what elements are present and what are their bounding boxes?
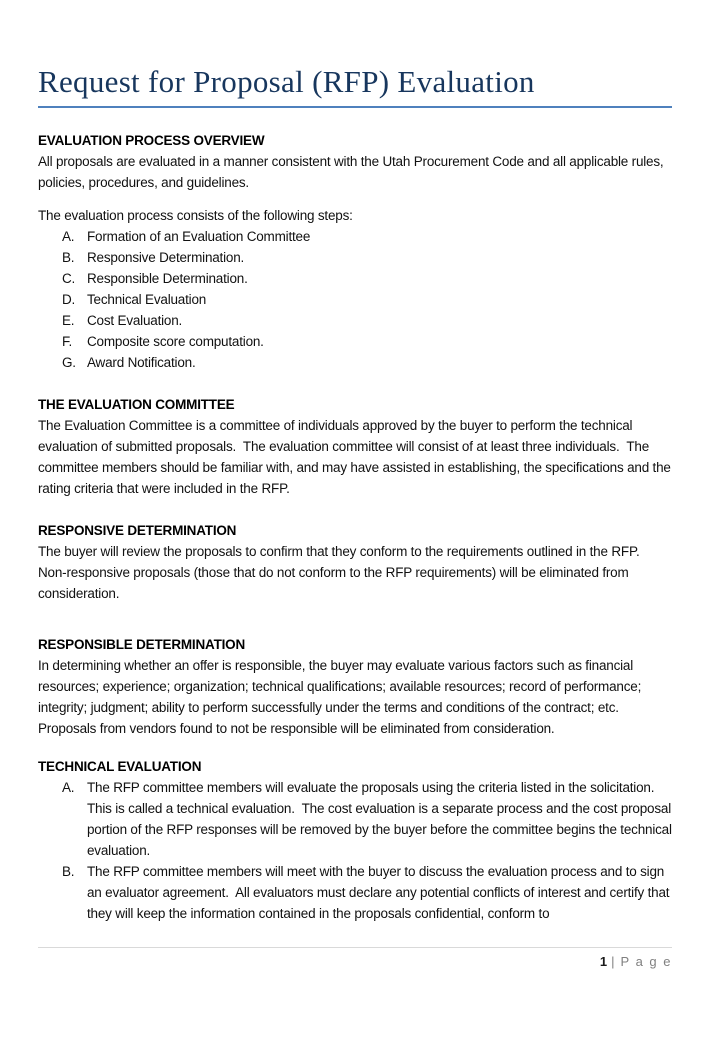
- list-item: [38, 352, 672, 373]
- list-item-text: Formation of an Evaluation Committee: [87, 229, 311, 244]
- list-item: [38, 331, 672, 352]
- page-footer: [38, 947, 672, 1037]
- list-item-text: The RFP committee members will evaluate the proposals using the criteria listed in the solicitation. This is called a technical evaluation. The cost evaluation is a separate process and the cost proposal portion of the RFP responses will be removed by the buyer before the committee begins the technical evaluation.: [87, 780, 676, 858]
- list-marker: F.: [62, 334, 73, 349]
- document-title: Request for Proposal (RFP) Evaluation: [38, 64, 672, 108]
- footer-page-label: P a g e: [620, 954, 672, 969]
- technical-evaluation-list: [38, 777, 676, 924]
- list-item-text: Responsive Determination.: [87, 250, 245, 265]
- list-item: [38, 861, 672, 924]
- list-marker: A.: [62, 229, 75, 244]
- list-marker: D.: [62, 292, 76, 307]
- section-responsible-determination: [38, 634, 672, 739]
- section-evaluation-committee: [38, 394, 675, 499]
- list-item: [38, 268, 672, 289]
- list-item-text: Technical Evaluation: [87, 292, 207, 307]
- paragraph: In determining whether an offer is responsible, the buyer may evaluate various factors such as financial resources; experience; organization; technical qualifications; available resources; record of performance; integrity; judgment; ability to perform successfully under the terms and conditions of the contract; etc. Proposals from vendors found to not be responsible will be eliminated from consideration.: [38, 658, 645, 736]
- section-heading: RESPONSIVE DETERMINATION: [38, 523, 237, 538]
- section-heading: RESPONSIBLE DETERMINATION: [38, 637, 246, 652]
- list-marker: A.: [62, 780, 75, 795]
- section-technical-evaluation: [38, 756, 676, 924]
- list-item: [38, 289, 672, 310]
- list-item: [38, 310, 672, 331]
- section-evaluation-process-overview: [38, 130, 672, 373]
- list-item-text: The RFP committee members will meet with the buyer to discuss the evaluation process and to sign an evaluator agreement. All evaluators must declare any potential conflicts of interest and certify that they will keep the information contained in the proposals confidential, conform to: [87, 864, 673, 921]
- list-item-text: Composite score computation.: [87, 334, 264, 349]
- list-item-text: Cost Evaluation.: [87, 313, 183, 328]
- list-item: [38, 226, 672, 247]
- list-marker: C.: [62, 271, 76, 286]
- list-item-text: Responsible Determination.: [87, 271, 248, 286]
- list-marker: G.: [62, 355, 76, 370]
- list-marker: E.: [62, 313, 75, 328]
- list-item: [38, 247, 672, 268]
- list-item-text: Award Notification.: [87, 355, 196, 370]
- paragraph: The buyer will review the proposals to confirm that they conform to the requirements outlined in the RFP. Non-responsive proposals (those that do not conform to the RFP requirements) will be eliminated from consideration.: [38, 544, 647, 601]
- evaluation-steps-list: [38, 226, 672, 373]
- list-marker: B.: [62, 864, 75, 879]
- footer-separator: |: [611, 954, 615, 969]
- document-content: [38, 0, 676, 924]
- section-heading: THE EVALUATION COMMITTEE: [38, 397, 235, 412]
- paragraph: The evaluation process consists of the following steps:: [38, 208, 353, 223]
- page-number: 1: [599, 954, 608, 969]
- list-marker: B.: [62, 250, 75, 265]
- section-responsive-determination: [38, 520, 672, 604]
- section-heading: TECHNICAL EVALUATION: [38, 759, 202, 774]
- paragraph: All proposals are evaluated in a manner consistent with the Utah Procurement Code and all applicable rules, policies, procedures, and guidelines.: [38, 154, 668, 190]
- section-heading: EVALUATION PROCESS OVERVIEW: [38, 133, 265, 148]
- paragraph: The Evaluation Committee is a committee of individuals approved by the buyer to perform the technical evaluation of submitted proposals. The evaluation committee will consist of at least three individuals. The committee members should be familiar with, and may have assisted in establishing, the specifications and the rating criteria that were included in the RFP.: [38, 418, 675, 496]
- list-item: [38, 777, 676, 861]
